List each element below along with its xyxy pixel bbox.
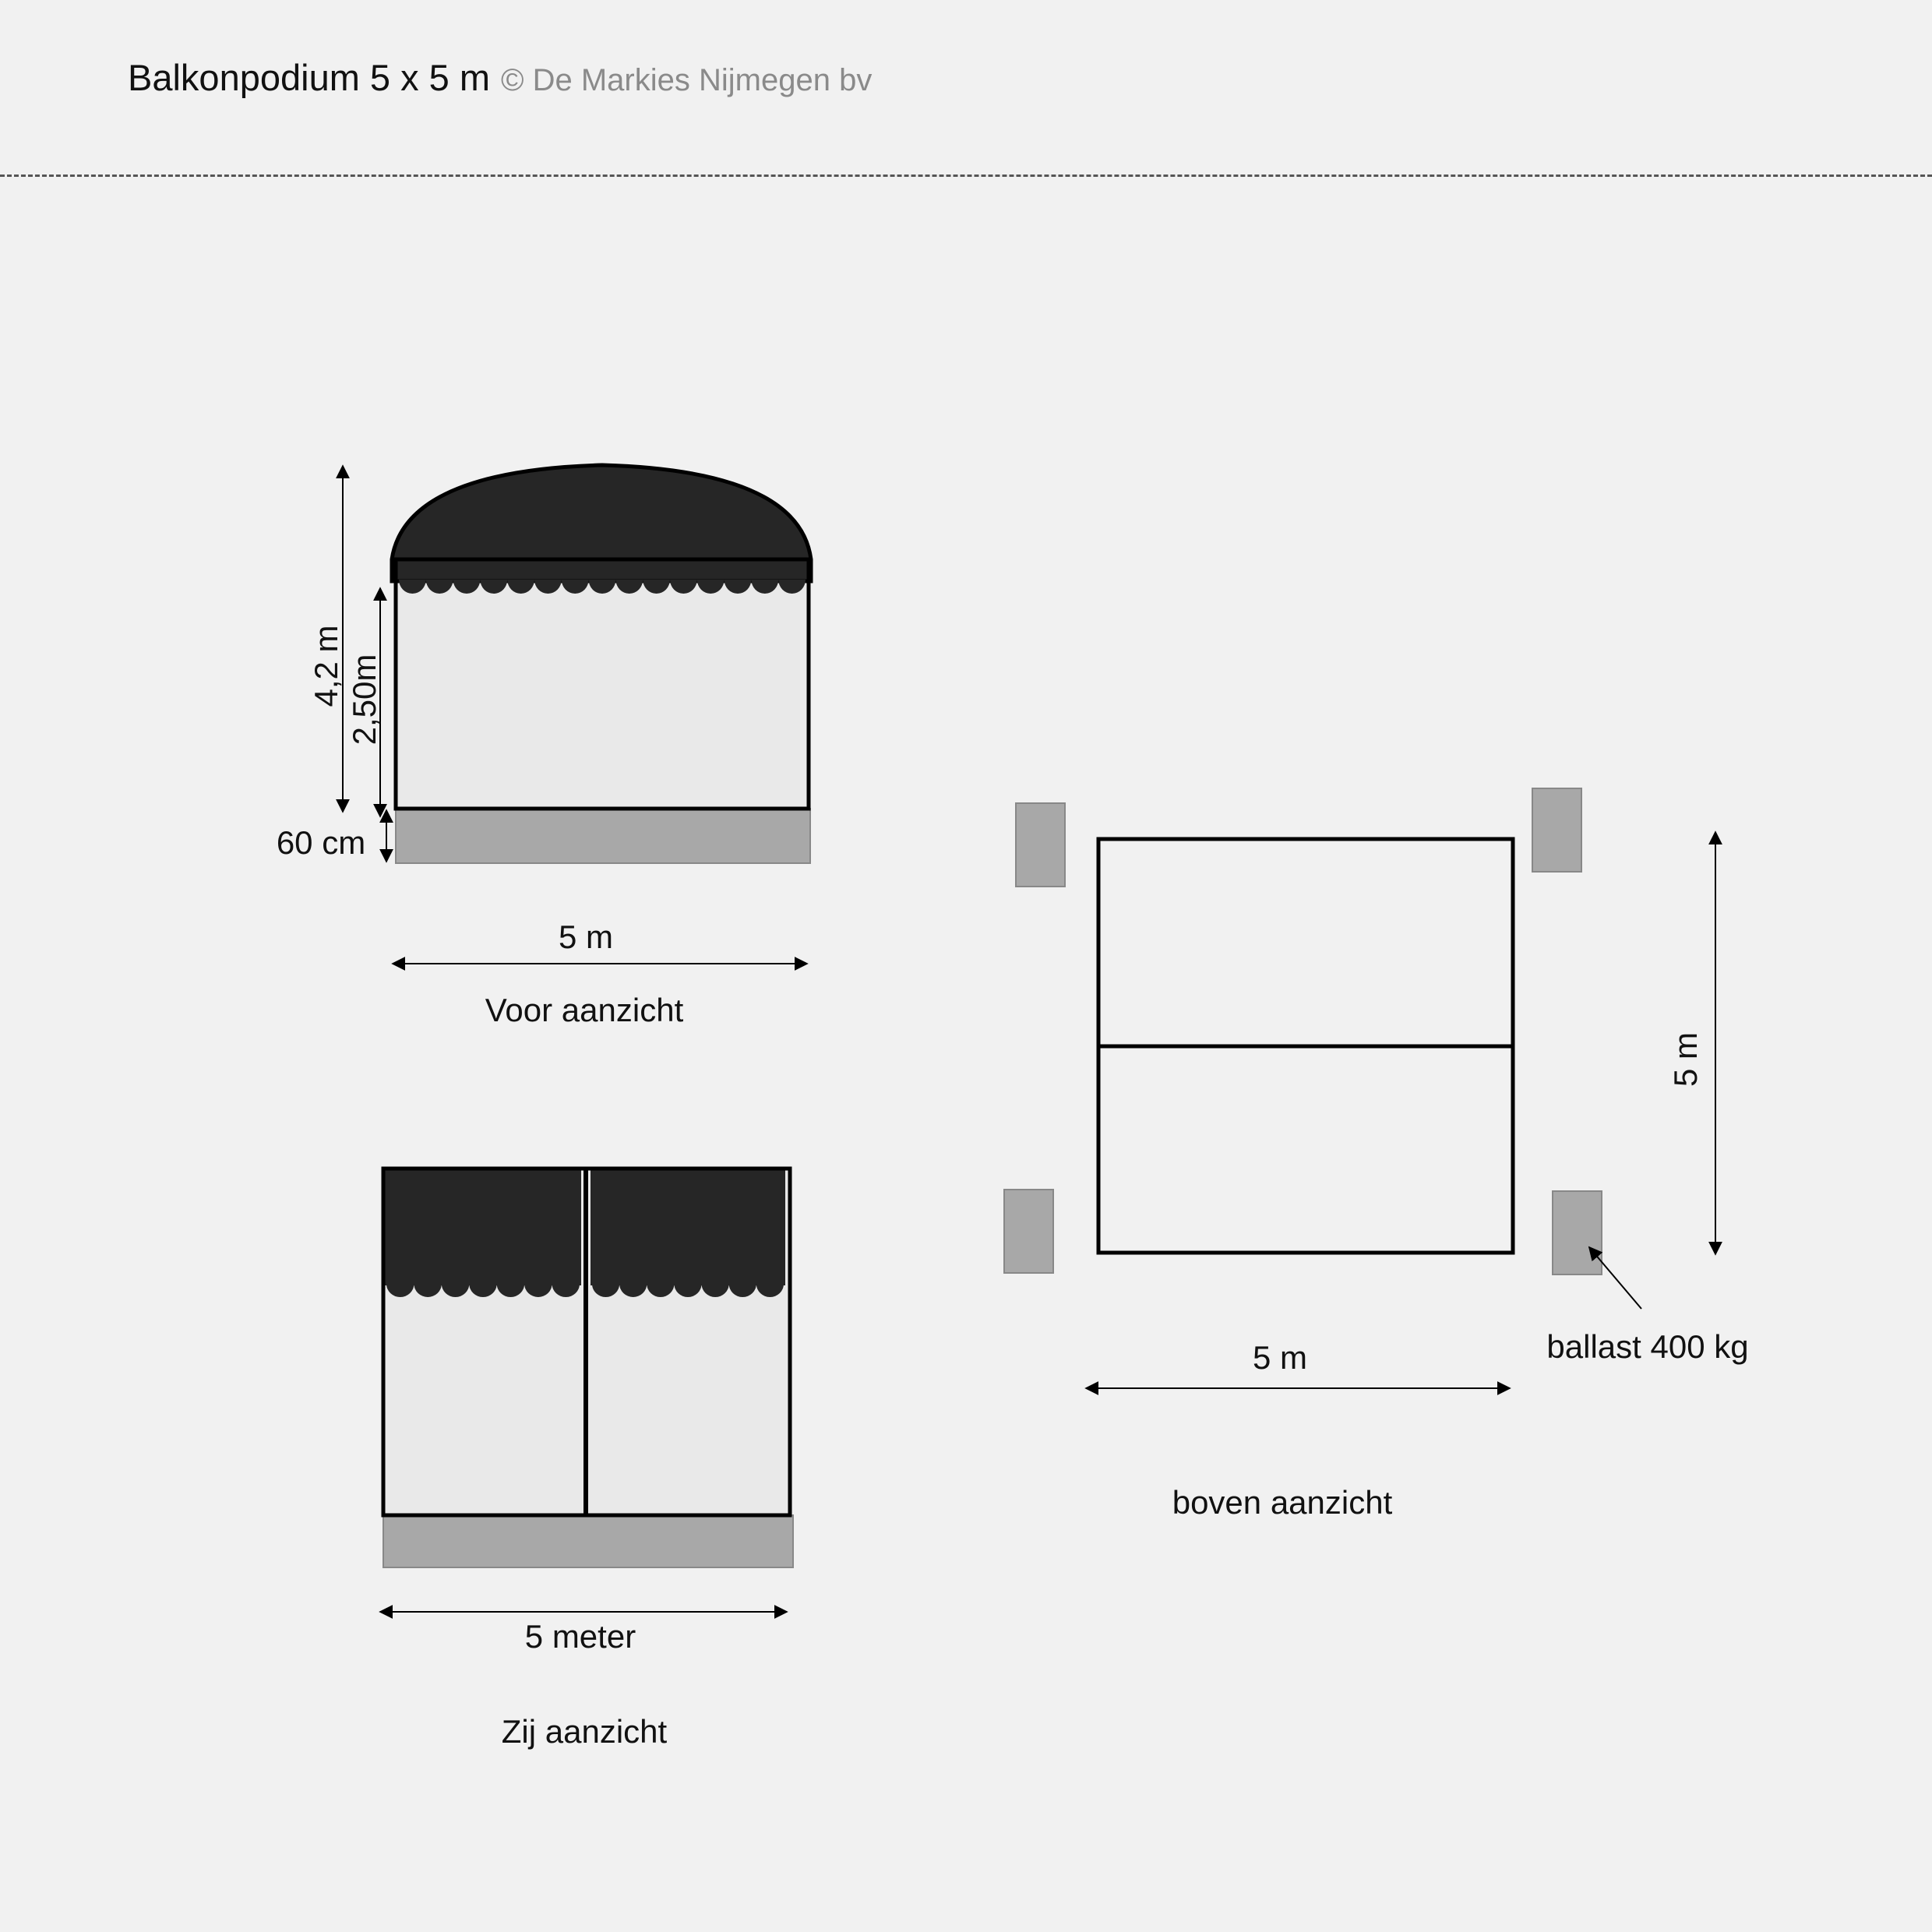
diagram-title: Balkonpodium 5 x 5 m: [128, 57, 491, 98]
front-panel: [396, 573, 809, 809]
ballast-label: ballast 400 kg: [1546, 1328, 1749, 1365]
front-clear-height-label: 2,50m: [346, 654, 383, 746]
top-view-caption: boven aanzicht: [1172, 1484, 1393, 1521]
side-canopy-left: [385, 1170, 581, 1285]
scallop-edge: [399, 580, 806, 594]
ballast-block-bottom-left: [1004, 1190, 1053, 1273]
ballast-block-bottom-right: [1553, 1191, 1602, 1274]
front-view-caption: Voor aanzicht: [485, 992, 684, 1028]
front-scallop-fringe: [399, 580, 806, 594]
front-platform: [396, 809, 810, 863]
side-view-caption: Zij aanzicht: [501, 1713, 668, 1750]
front-total-height-label: 4,2 m: [308, 625, 344, 707]
ballast-block-top-left: [1016, 803, 1065, 887]
copyright-note: © De Markies Nijmegen bv: [501, 63, 873, 97]
side-view: [380, 1169, 793, 1750]
front-view: [277, 465, 811, 1028]
side-width-label: 5 meter: [524, 1618, 636, 1655]
side-canopy-right: [591, 1170, 785, 1285]
ballast-leader-arrow: [1589, 1247, 1641, 1309]
front-width-label: 5 m: [558, 918, 614, 955]
front-canopy: [392, 465, 811, 594]
top-width-label: 5 m: [1252, 1339, 1308, 1376]
front-platform-height-label: 60 cm: [276, 824, 366, 861]
top-view: [1004, 788, 1749, 1521]
ballast-block-top-right: [1532, 788, 1581, 872]
side-platform: [383, 1515, 793, 1567]
top-depth-label: 5 m: [1667, 1031, 1704, 1088]
